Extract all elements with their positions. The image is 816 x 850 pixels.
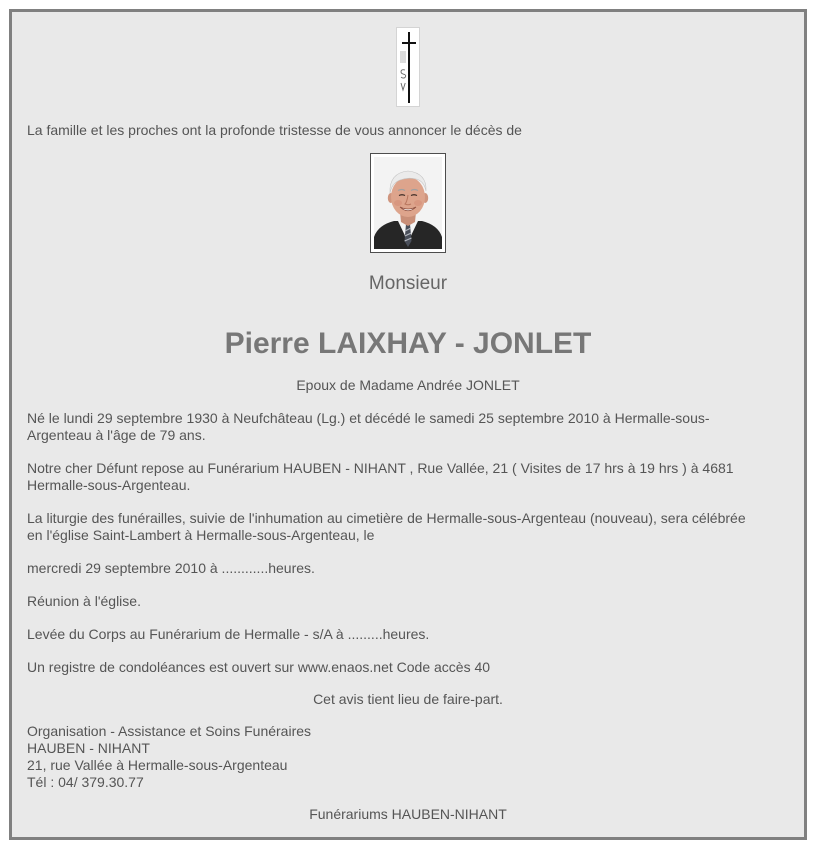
- spouse-line: Epoux de Madame Andrée JONLET: [296, 377, 520, 393]
- organisation-address: 21, rue Vallée à Hermalle-sous-Argenteau: [27, 757, 288, 773]
- birth-death-paragraph: Né le lundi 29 septembre 1930 à Neufchâteau (Lg.) et décédé le samedi 25 septembre 2010 à Hermalle-sous- Argenteau à l'âge de 79 ans.: [27, 410, 710, 443]
- closing-note: Cet avis tient lieu de faire-part.: [313, 691, 503, 707]
- funeral-paragraph: La liturgie des funérailles, suivie de l'inhumation au cimetière de Hermalle-sous-Argenteau (nouveau), sera célébrée en l'église Saint-Lambert à Hermalle-sous-Argenteau, le: [27, 510, 746, 543]
- portrait-photo: [370, 153, 446, 253]
- intro-text: La famille et les proches ont la profonde tristesse de vous annoncer le décès de: [27, 122, 522, 138]
- notice-card: [9, 9, 807, 840]
- meeting-paragraph: Réunion à l'église.: [27, 593, 141, 609]
- footer-text: Funérariums HAUBEN-NIHANT: [309, 806, 507, 822]
- condolences-paragraph: Un registre de condoléances est ouvert sur www.enaos.net Code accès 40: [27, 659, 491, 675]
- organisation-block: [27, 723, 789, 791]
- portrait-image: [374, 157, 442, 249]
- deceased-name: Pierre LAIXHAY - JONLET: [224, 327, 592, 360]
- body-lifting-paragraph: Levée du Corps au Funérarium de Hermalle - s/A à .........heures.: [27, 626, 430, 642]
- cross-icon: [396, 27, 420, 107]
- civility-title: Monsieur: [368, 273, 448, 294]
- organisation-line: Organisation - Assistance et Soins Funéraires: [27, 723, 312, 739]
- organisation-phone: Tél : 04/ 379.30.77: [27, 774, 144, 790]
- funeral-date-paragraph: mercredi 29 septembre 2010 à ............heures.: [27, 560, 315, 576]
- resting-place-paragraph: Notre cher Défunt repose au Funérarium HAUBEN - NIHANT , Rue Vallée, 21 ( Visites de 17 hrs à 19 hrs ) à 4681 Hermalle-sous-Argenteau.: [27, 460, 734, 493]
- organisation-name: HAUBEN - NIHANT: [27, 740, 150, 756]
